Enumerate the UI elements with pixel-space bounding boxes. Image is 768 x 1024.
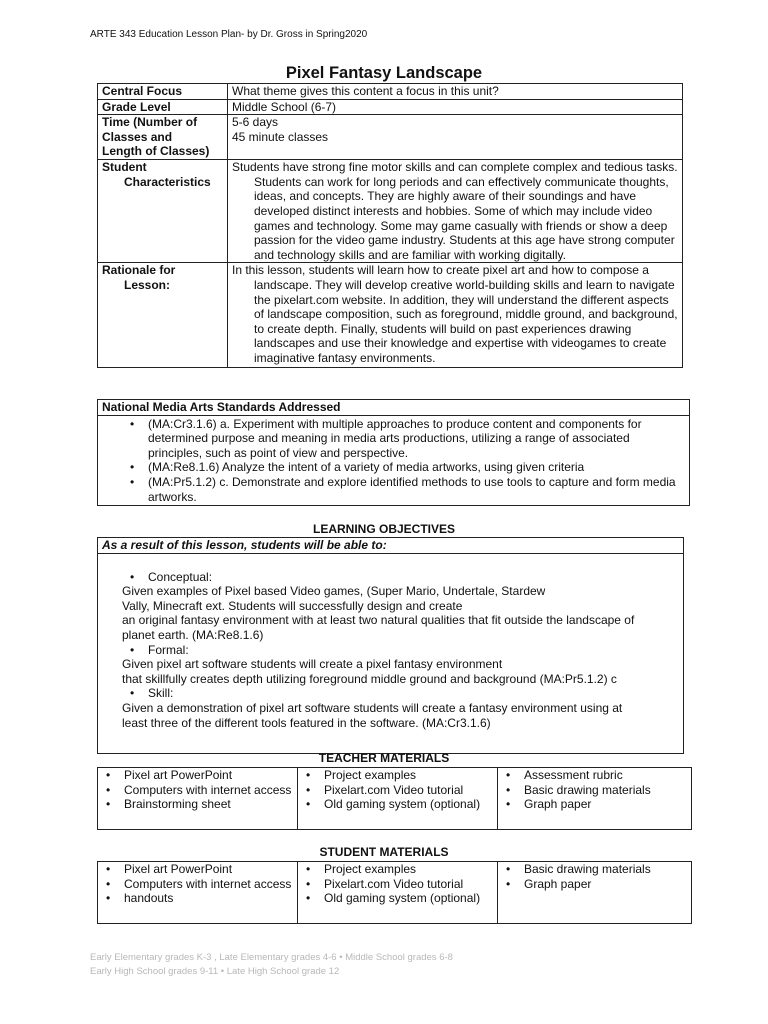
footer-grades-line1: Early Elementary grades K-3 , Late Elementary grades 4-6 • Middle School grades 6-8 — [90, 952, 453, 963]
student-characteristics-label: Student Characteristics — [98, 160, 228, 263]
standard-item: • (MA:Re8.1.6) Analyze the intent of a variety of media artworks, using given criteria — [122, 460, 685, 475]
material-item: • Old gaming system (optional) — [298, 797, 493, 812]
material-item: • Pixel art PowerPoint — [98, 862, 293, 877]
teacher-materials-col1 — [98, 768, 298, 830]
teacher-materials-table — [97, 767, 692, 830]
material-item: • Project examples — [298, 768, 493, 783]
central-focus-row — [98, 84, 683, 100]
material-item: • Project examples — [298, 862, 493, 877]
rationale-value: In this lesson, students will learn how to create pixel art and how to compose a landscape. They will develop creative world-building skills and learn to navigate the pixelart.com website. In addition, they will understand the different aspects of landscape composition, such as foreground, middle ground, and background, to create depth. Finally, students will build on past experiences drawing landscapes and use their knowledge and expertise with videogames to create imaginative fantasy environments. — [228, 263, 683, 367]
material-item: • Pixelart.com Video tutorial — [298, 783, 493, 798]
grade-level-value: Middle School (6-7) — [228, 99, 683, 115]
material-item: • Basic drawing materials — [498, 783, 687, 798]
material-item: • Computers with internet access — [98, 877, 293, 892]
standard-item: • (MA:Pr5.1.2) c. Demonstrate and explore identified methods to use tools to capture and form media artworks. — [122, 475, 685, 504]
material-item: • Brainstorming sheet — [98, 797, 293, 812]
overview-table — [97, 83, 683, 368]
grade-level-label: Grade Level — [98, 99, 228, 115]
teacher-materials-col2 — [298, 768, 498, 830]
central-focus-label: Central Focus — [98, 84, 228, 100]
student-materials-table — [97, 861, 692, 924]
student-materials-col2 — [298, 862, 498, 924]
objectives-table — [97, 537, 684, 754]
student-materials-col3 — [498, 862, 692, 924]
course-header: ARTE 343 Education Lesson Plan- by Dr. Gross in Spring2020 — [90, 29, 368, 40]
rationale-label: Rationale for Lesson: — [98, 263, 228, 367]
objective-line: Given pixel art software students will create a pixel fantasy environment — [122, 657, 503, 672]
teacher-materials-col3 — [498, 768, 692, 830]
time-row — [98, 115, 683, 160]
student-materials-title: STUDENT MATERIALS — [319, 845, 449, 859]
footer-grades-line2: Early High School grades 9-11 • Late High School grade 12 — [90, 966, 340, 977]
rationale-row — [98, 263, 683, 367]
objective-conceptual-label: • Conceptual: — [122, 570, 679, 585]
student-materials-col1 — [98, 862, 298, 924]
objectives-body — [98, 553, 684, 753]
objectives-intro: As a result of this lesson, students will be able to: — [98, 538, 684, 554]
objective-line: least three of the different tools featured in the software. (MA:Cr3.1.6) — [122, 715, 491, 730]
time-length: 45 minute classes — [232, 129, 329, 144]
objective-line: Given examples of Pixel based Video games, (Super Mario, Undertale, Stardew — [122, 584, 546, 599]
time-days: 5-6 days — [232, 115, 279, 130]
standards-table — [97, 399, 690, 506]
student-characteristics-row — [98, 160, 683, 263]
central-focus-value: What theme gives this content a focus in this unit? — [228, 84, 683, 100]
material-item: • Computers with internet access — [98, 783, 293, 798]
material-item: • Old gaming system (optional) — [298, 891, 493, 906]
material-item: • Pixelart.com Video tutorial — [298, 877, 493, 892]
objective-formal-label: • Formal: — [122, 643, 679, 658]
objective-line: Vally, Minecraft ext. Students will successfully design and create — [122, 598, 463, 613]
time-label: Time (Number of Classes and Length of Classes) — [98, 115, 228, 160]
material-item: • Graph paper — [498, 877, 687, 892]
material-item: • Assessment rubric — [498, 768, 687, 783]
objective-line: planet earth. (MA:Re8.1.6) — [122, 627, 264, 642]
objective-skill-label: • Skill: — [122, 686, 679, 701]
teacher-materials-title: TEACHER MATERIALS — [318, 751, 450, 765]
standards-list — [98, 415, 690, 506]
grade-level-row — [98, 99, 683, 115]
material-item: • Graph paper — [498, 797, 687, 812]
student-characteristics-value: Students have strong fine motor skills and can complete complex and tedious tasks. Students can work for long periods and can effectively communicate thoughts, ideas, and concepts. They are highly aware of their soundings and have developed distinct interests and hobbies. Some of which may include video games and technology. Some may game casually with friends or show a deep passion for the video game industry. Students at this age have strong computer and technology skills and are familiar with working digitally. — [228, 160, 683, 263]
material-item: • Basic drawing materials — [498, 862, 687, 877]
objective-line: that skillfully creates depth utilizing foreground middle ground and background (MA:Pr5.1.2) c — [122, 671, 617, 686]
time-value — [228, 115, 683, 160]
standard-item: • (MA:Cr3.1.6) a. Experiment with multiple approaches to produce content and components for determined purpose and meaning in media arts productions, utilizing a range of associated principles, such as point of view and perspective. — [122, 417, 685, 461]
material-item: • handouts — [98, 891, 293, 906]
material-item: • Pixel art PowerPoint — [98, 768, 293, 783]
learning-objectives-title: LEARNING OBJECTIVES — [312, 522, 456, 536]
standards-heading: National Media Arts Standards Addressed — [98, 400, 690, 416]
objective-line: an original fantasy environment with at least two natural qualities that fit outside the landscape of — [122, 613, 635, 628]
page-title: Pixel Fantasy Landscape — [285, 64, 483, 82]
objective-line: Given a demonstration of pixel art software students will create a fantasy environment using at — [122, 700, 623, 715]
